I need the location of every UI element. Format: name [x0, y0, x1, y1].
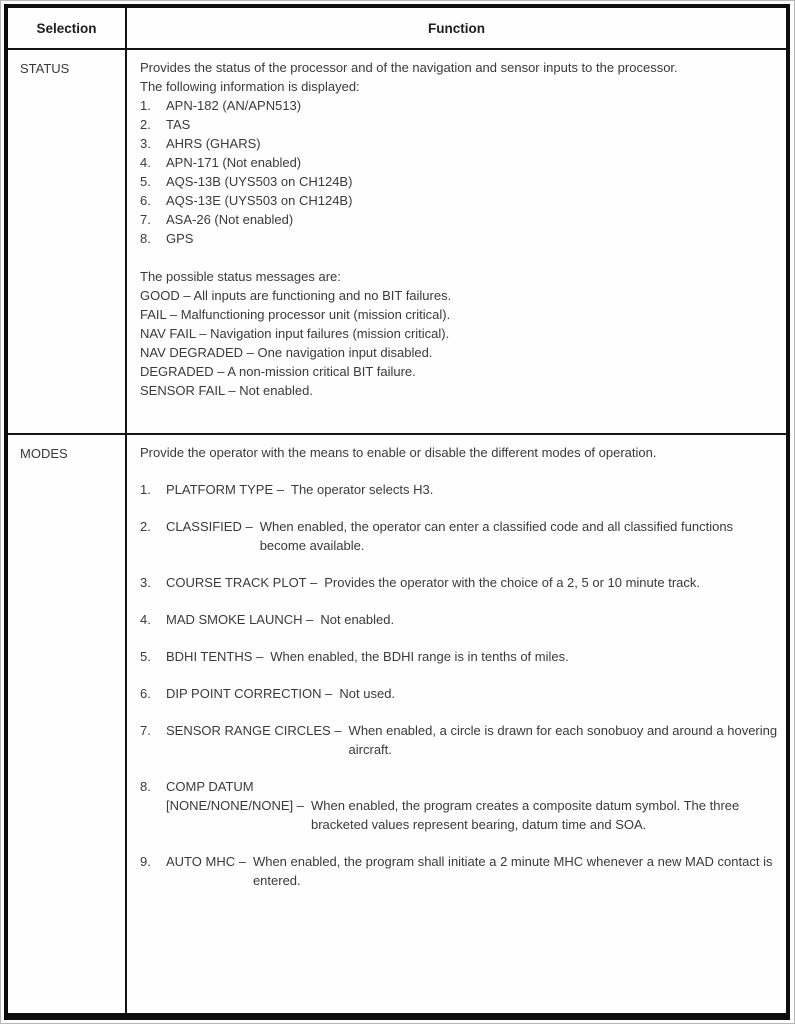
mode-item-description: Not enabled. [320, 612, 395, 627]
mode-item-dip-point-correction [140, 684, 778, 703]
mode-item-mad-smoke-launch [140, 610, 778, 629]
status-messages-intro: The possible status messages are: [140, 269, 341, 284]
mode-item-description: When enabled, the operator can enter a classified code and all classified functions become available. [259, 519, 734, 553]
mode-item-number: 2. [140, 519, 151, 534]
mode-item-number: 6. [140, 686, 151, 701]
status-list-item [140, 153, 778, 172]
status-item-text: AHRS (GHARS) [166, 136, 261, 151]
mode-item-term: [NONE/NONE/NONE] – [166, 798, 304, 813]
mode-item-term-line1: COMP DATUM [166, 779, 254, 794]
mode-item-auto-mhc [140, 852, 778, 890]
modes-intro: Provide the operator with the means to enable or disable the different modes of operation. [140, 445, 657, 460]
mode-item-sensor-range-circles [140, 721, 778, 759]
status-list-item [140, 172, 778, 191]
mode-item-description: When enabled, the program creates a composite datum symbol. The three bracketed values represent bearing, datum time and SOA. [310, 798, 740, 832]
mode-item-term: SENSOR RANGE CIRCLES – [166, 723, 342, 738]
modes-row-label: MODES [20, 446, 68, 461]
mode-item-body [166, 721, 778, 759]
mode-item-term: BDHI TENTHS – [166, 649, 264, 664]
function-column-header: Function [428, 20, 485, 36]
status-item-number: 5. [140, 174, 151, 189]
mode-item-term: PLATFORM TYPE – [166, 482, 284, 497]
status-list-item [140, 210, 778, 229]
mode-item-course-track-plot [140, 573, 778, 592]
mode-item-term: COURSE TRACK PLOT – [166, 575, 318, 590]
mode-item-number: 1. [140, 482, 151, 497]
table-header-row [8, 8, 786, 48]
mode-item-description: Provides the operator with the choice of a 2, 5 or 10 minute track. [324, 575, 700, 590]
table-row-modes [8, 433, 786, 1013]
status-function-cell [127, 50, 786, 433]
status-selection-cell [8, 50, 127, 433]
mode-item-term: MAD SMOKE LAUNCH – [166, 612, 314, 627]
mode-item-classified [140, 517, 778, 555]
mode-item-term: DIP POINT CORRECTION – [166, 686, 333, 701]
status-item-number: 2. [140, 117, 151, 132]
status-message: DEGRADED – A non-mission critical BIT failure. [140, 364, 416, 379]
mode-item-body [166, 852, 778, 890]
status-message: FAIL – Malfunctioning processor unit (mission critical). [140, 307, 451, 322]
mode-item-body [166, 647, 778, 666]
mode-item-number: 9. [140, 854, 151, 869]
modes-selection-cell [8, 435, 127, 1013]
selection-function-table [4, 4, 790, 1020]
status-item-text: APN-182 (AN/APN513) [166, 98, 302, 113]
mode-item-term-line2 [166, 796, 778, 834]
status-list-item [140, 115, 778, 134]
mode-item-body [166, 573, 778, 592]
status-list-item [140, 229, 778, 248]
mode-item-description: When enabled, the BDHI range is in tenths of miles. [270, 649, 569, 664]
mode-item-body [166, 777, 778, 834]
mode-item-number: 3. [140, 575, 151, 590]
mode-item-bdhi-tenths [140, 647, 778, 666]
modes-function-cell [127, 435, 786, 1013]
status-item-number: 8. [140, 231, 151, 246]
status-list-item [140, 134, 778, 153]
mode-item-number: 4. [140, 612, 151, 627]
status-list-item [140, 191, 778, 210]
mode-item-description: When enabled, a circle is drawn for each sonobuoy and around a hovering aircraft. [348, 723, 778, 757]
status-item-number: 6. [140, 193, 151, 208]
status-item-text: AQS-13B (UYS503 on CH124B) [166, 174, 353, 189]
status-message: NAV FAIL – Navigation input failures (mission critical). [140, 326, 450, 341]
status-item-text: AQS-13E (UYS503 on CH124B) [166, 193, 353, 208]
status-list-item [140, 96, 778, 115]
selection-column-header: Selection [8, 8, 127, 48]
mode-item-body [166, 684, 778, 703]
status-item-text: APN-171 (Not enabled) [166, 155, 302, 170]
status-intro-2: The following information is displayed: [140, 79, 360, 94]
status-item-text: GPS [166, 231, 194, 246]
status-item-number: 1. [140, 98, 151, 113]
status-message: GOOD – All inputs are functioning and no BIT failures. [140, 288, 452, 303]
status-message: SENSOR FAIL – Not enabled. [140, 383, 313, 398]
mode-item-description: When enabled, the program shall initiate a 2 minute MHC whenever a new MAD contact is entered. [252, 854, 773, 888]
status-item-number: 4. [140, 155, 151, 170]
mode-item-platform-type [140, 480, 778, 499]
mode-item-description: The operator selects H3. [291, 482, 434, 497]
mode-item-number: 7. [140, 723, 151, 738]
mode-item-body [166, 610, 778, 629]
status-item-number: 3. [140, 136, 151, 151]
mode-item-body [166, 517, 778, 555]
mode-item-body [166, 480, 778, 499]
mode-item-term: AUTO MHC – [166, 854, 246, 869]
mode-item-comp-datum [140, 777, 778, 834]
status-row-label: STATUS [20, 61, 70, 76]
mode-item-term: CLASSIFIED – [166, 519, 253, 534]
mode-item-description: Not used. [339, 686, 396, 701]
mode-item-number: 8. [140, 779, 151, 794]
status-item-number: 7. [140, 212, 151, 227]
status-item-text: TAS [166, 117, 191, 132]
mode-item-number: 5. [140, 649, 151, 664]
status-intro: Provides the status of the processor and of the navigation and sensor inputs to the processor. [140, 60, 678, 75]
table-row-status [8, 48, 786, 433]
status-item-text: ASA-26 (Not enabled) [166, 212, 294, 227]
status-message: NAV DEGRADED – One navigation input disabled. [140, 345, 433, 360]
